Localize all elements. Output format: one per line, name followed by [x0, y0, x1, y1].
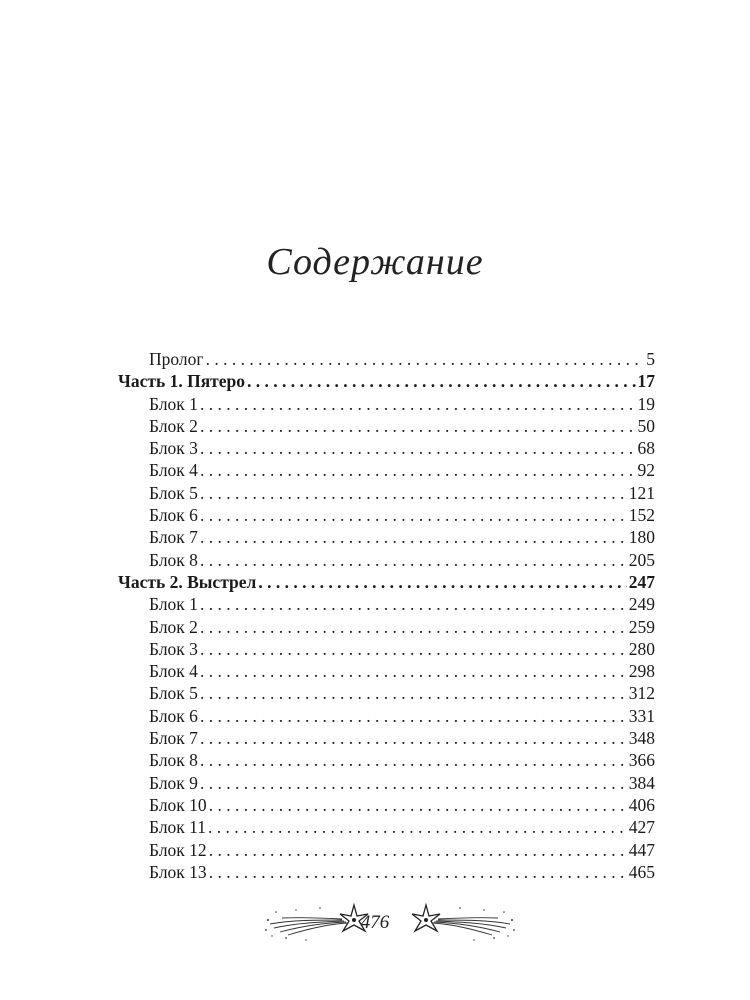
toc-entry-label: Часть 1. Пятеро	[118, 371, 246, 392]
toc-entry	[118, 348, 655, 370]
toc-entry-label: Блок 3	[149, 638, 198, 659]
toc-entry	[118, 549, 655, 571]
toc-entry-page: 5	[646, 349, 655, 369]
dot-leader	[200, 727, 627, 749]
dot-leader	[200, 459, 636, 481]
toc-entry-label: Пролог	[149, 349, 204, 369]
toc-entry	[118, 459, 655, 481]
dot-leader	[200, 749, 627, 771]
toc-entry-page: 465	[628, 861, 655, 882]
toc-entry-page: 17	[637, 371, 655, 392]
dot-leader	[200, 415, 636, 437]
toc-entry-page: 331	[628, 705, 655, 726]
toc-entry	[118, 682, 655, 704]
toc-entry-page: 180	[628, 527, 655, 548]
toc-entry-label: Блок 8	[149, 549, 198, 570]
dot-leader	[209, 839, 627, 861]
toc-entry-label: Блок 4	[149, 460, 198, 481]
toc-entry-label: Блок 7	[149, 527, 198, 548]
toc-entry-label: Блок 11	[149, 817, 207, 838]
toc-entry	[118, 638, 655, 660]
starburst-swirl-icon	[408, 890, 518, 946]
toc-entry	[118, 437, 655, 459]
toc-entry	[118, 660, 655, 682]
page-number: 476	[360, 912, 390, 933]
toc-entry-page: 50	[637, 415, 655, 436]
toc-entry	[118, 705, 655, 727]
dot-leader	[209, 861, 627, 883]
dot-leader	[200, 482, 627, 504]
toc-part-entry	[118, 571, 655, 593]
toc-entry-page: 121	[628, 482, 655, 503]
toc-entry-label: Блок 10	[149, 794, 207, 815]
table-of-contents	[118, 348, 655, 883]
toc-entry-page: 427	[628, 817, 655, 838]
dot-leader	[247, 370, 635, 392]
toc-entry-label: Блок 2	[149, 616, 198, 637]
dot-leader	[209, 794, 627, 816]
toc-entry	[118, 727, 655, 749]
toc-entry	[118, 526, 655, 548]
toc-entry-label: Блок 2	[149, 415, 198, 436]
toc-entry-label: Блок 9	[149, 772, 198, 793]
toc-entry-label: Часть 2. Выстрел	[118, 571, 257, 592]
toc-entry-page: 447	[628, 839, 655, 860]
toc-entry-page: 384	[628, 772, 655, 793]
toc-entry-page: 92	[637, 460, 655, 481]
toc-entry	[118, 415, 655, 437]
toc-entry-page: 366	[628, 750, 655, 771]
dot-leader	[200, 772, 627, 794]
toc-entry	[118, 393, 655, 415]
toc-entry-page: 280	[628, 638, 655, 659]
toc-entry-label: Блок 3	[149, 438, 198, 459]
dot-leader	[200, 616, 627, 638]
toc-entry	[118, 749, 655, 771]
toc-entry-label: Блок 1	[149, 594, 198, 615]
toc-entry	[118, 794, 655, 816]
dot-leader	[200, 526, 627, 548]
toc-entry-page: 249	[628, 594, 655, 615]
toc-entry-page: 247	[628, 571, 655, 592]
dot-leader	[208, 816, 627, 838]
toc-entry-label: Блок 12	[149, 839, 207, 860]
toc-entry	[118, 616, 655, 638]
toc-entry-page: 312	[628, 683, 655, 704]
toc-entry	[118, 861, 655, 883]
toc-entry-label: Блок 4	[149, 661, 198, 682]
toc-entry-label: Блок 13	[149, 861, 207, 882]
toc-entry-page: 406	[628, 794, 655, 815]
dot-leader	[200, 393, 636, 415]
toc-entry	[118, 482, 655, 504]
dot-leader	[200, 593, 627, 615]
dot-leader	[200, 705, 627, 727]
toc-entry-label: Блок 7	[149, 728, 198, 749]
dot-leader	[200, 682, 627, 704]
toc-entry	[118, 839, 655, 861]
toc-entry-page: 205	[628, 549, 655, 570]
toc-entry-label: Блок 5	[149, 683, 198, 704]
dot-leader	[200, 660, 627, 682]
toc-entry	[118, 593, 655, 615]
toc-entry-page: 348	[628, 728, 655, 749]
page-footer	[0, 890, 750, 950]
toc-entry-page: 152	[628, 505, 655, 526]
dot-leader	[200, 638, 627, 660]
toc-entry	[118, 816, 655, 838]
dot-leader	[200, 549, 627, 571]
toc-entry-label: Блок 8	[149, 750, 198, 771]
dot-leader	[200, 504, 627, 526]
toc-entry	[118, 504, 655, 526]
toc-entry	[118, 772, 655, 794]
toc-entry-label: Блок 6	[149, 505, 198, 526]
dot-leader	[206, 348, 645, 370]
toc-entry-page: 298	[628, 661, 655, 682]
dot-leader	[200, 437, 636, 459]
toc-entry-label: Блок 6	[149, 705, 198, 726]
dot-leader	[258, 571, 626, 593]
toc-entry-page: 259	[628, 616, 655, 637]
toc-entry-label: Блок 5	[149, 482, 198, 503]
toc-entry-page: 19	[637, 393, 655, 414]
page-title: Содержание	[266, 241, 484, 283]
toc-entry-label: Блок 1	[149, 393, 198, 414]
toc-part-entry	[118, 370, 655, 392]
toc-entry-page: 68	[637, 438, 655, 459]
